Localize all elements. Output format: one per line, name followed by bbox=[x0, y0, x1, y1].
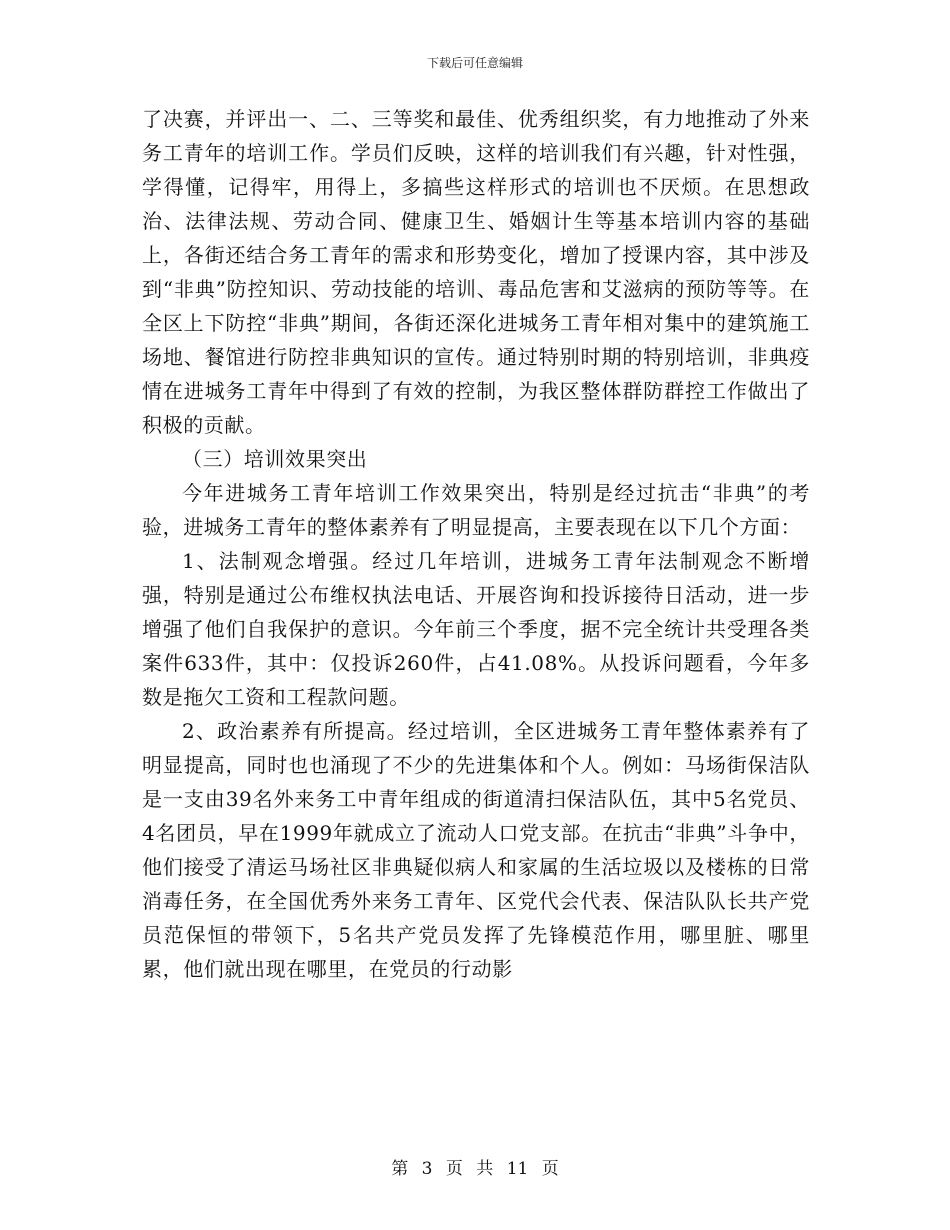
page-header-note: 下载后可任意编辑 bbox=[426, 56, 523, 70]
paragraph-3: 1、法制观念增强。经过几年培训，进城务工青年法制观念不断增强，特别是通过公布维权执法电话、开展咨询和投诉接待日活动，进一步增强了他们自我保护的意识。今年前三个季度，据不完全统计共受理各类案件633件，其中：仅投诉260件，占41.08%。从投诉问题看，今年多数是拖欠工资和工程款问题。 bbox=[142, 549, 810, 709]
paragraph-4: 2、政治素养有所提高。经过培训，全区进城务工青年整体素养有了明显提高，同时也也涌现了不少的先进集体和个人。例如：马场街保洁队是一支由39名外来务工中青年组成的街道清扫保洁队伍，其中5名党员、4名团员，早在1999年就成立了流动人口党支部。在抗击“非典”斗争中，他们接受了清运马场社区非典疑似病人和家属的生活垃圾以及楼栋的日常消毒任务，在全国优秀外来务工青年、区党代会代表、保洁队队长共产党员范保恒的带领下，5名共产党员发挥了先锋模范作用，哪里脏、哪里累，他们就出现在哪里，在党员的行动影 bbox=[142, 719, 810, 981]
page-footer-number: 第 3 页 共 11 页 bbox=[391, 1159, 559, 1179]
paragraph-2: 今年进城务工青年培训工作效果突出，特别是经过抗击“非典”的考验，进城务工青年的整体素养有了明显提高，主要表现在以下几个方面： bbox=[142, 481, 810, 539]
paragraph-1: 了决赛，并评出一、二、三等奖和最佳、优秀组织奖，有力地推动了外来务工青年的培训工作。学员们反映，这样的培训我们有兴趣，针对性强，学得懂，记得牢，用得上，多搞些这样形式的培训也不厌烦。在思想政治、法律法规、劳动合同、健康卫生、婚姻计生等基本培训内容的基础上，各街还结合务工青年的需求和形势变化，增加了授课内容，其中涉及到“非典”防控知识、劳动技能的培训、毒品危害和艾滋病的预防等等。在全区上下防控“非典”期间，各街还深化进城务工青年相对集中的建筑施工场地、餐馆进行防控非典知识的宣传。通过特别时期的特别培训，非典疫情在进城务工青年中得到了有效的控制，为我区整体群防群控工作做出了积极的贡献。 bbox=[142, 107, 810, 437]
document-body bbox=[142, 102, 810, 986]
section-heading-3: （三）培训效果突出 bbox=[182, 447, 368, 471]
